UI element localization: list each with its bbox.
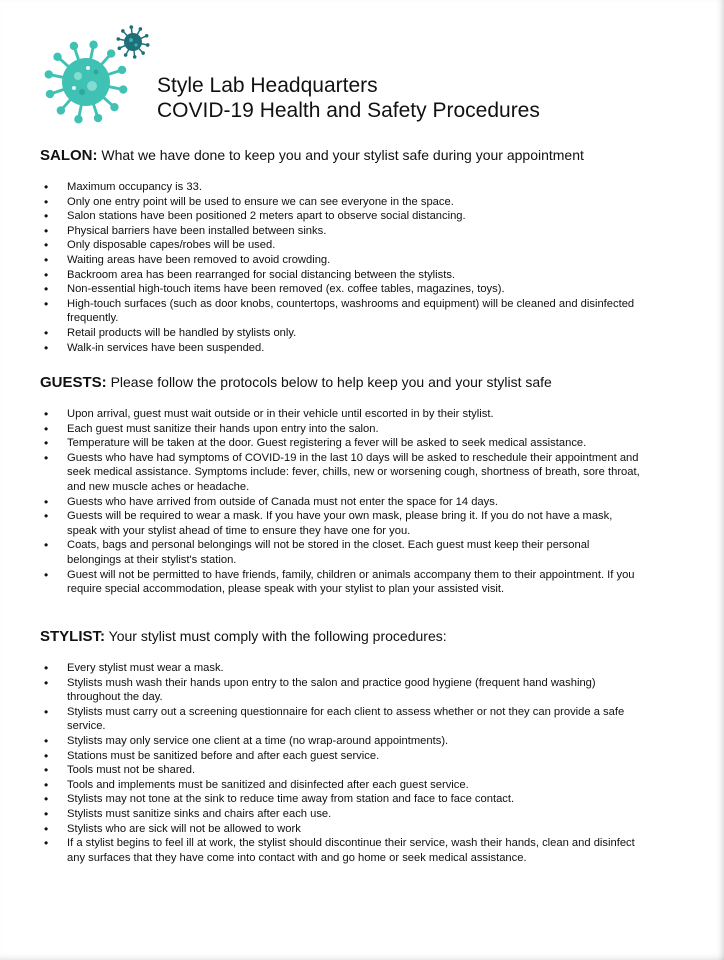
stylist-section-heading [40,627,680,646]
virus-icon [36,22,154,126]
list-item: • Stations must be sanitized before and after each guest service. [44,749,644,764]
guests-list [44,407,644,597]
salon-intro: What we have done to keep you and your stylist safe during your appointment [97,147,584,163]
list-item: • Maximum occupancy is 33. [44,180,644,195]
list-item: • Stylists may not tone at the sink to reduce time away from station and face to face contact. [44,792,644,807]
list-item: • Waiting areas have been removed to avoid crowding. [44,253,644,268]
guests-intro: Please follow the protocols below to help keep you and your stylist safe [106,374,552,390]
salon-label: SALON: [40,147,98,164]
stylist-label: STYLIST: [40,628,106,645]
list-item: • Stylists who are sick will not be allowed to work [44,822,644,837]
list-item: • Stylists must sanitize sinks and chairs after each use. [44,807,644,822]
salon-list [44,180,644,355]
list-item: • Coats, bags and personal belongings will not be stored in the closet. Each guest must keep their personal belongings at their stylist's station. [44,538,644,567]
list-item: • Only one entry point will be used to ensure we can see everyone in the space. [44,195,644,210]
list-item: • Non-essential high-touch items have been removed (ex. coffee tables, magazines, toys). [44,282,644,297]
salon-section-heading [40,146,680,165]
list-item: • Walk-in services have been suspended. [44,341,644,356]
list-item: • Guest will not be permitted to have friends, family, children or animals accompany them to their appointment. If you require special accommodation, please speak with your stylist to plan your assisted visit. [44,568,644,597]
list-item: • Tools must not be shared. [44,763,644,778]
list-item: • Salon stations have been positioned 2 meters apart to observe social distancing. [44,209,644,224]
guests-section-heading [40,373,680,392]
list-item: • Guests who have arrived from outside of Canada must not enter the space for 14 days. [44,495,644,510]
document-title [157,73,540,123]
list-item: • Temperature will be taken at the door. Guest registering a fever will be asked to seek medical assistance. [44,436,644,451]
list-item: • Retail products will be handled by stylists only. [44,326,644,341]
list-item: • Stylists must carry out a screening questionnaire for each client to assess whether or not they can provide a safe service. [44,705,644,734]
small-virus-graphic [116,25,149,58]
list-item: • High-touch surfaces (such as door knobs, countertops, washrooms and equipment) will be cleaned and disinfected frequently. [44,297,644,326]
stylist-intro: Your stylist must comply with the following procedures: [105,628,447,644]
large-virus-graphic [45,41,128,124]
list-item: • Stylists mush wash their hands upon entry to the salon and practice good hygiene (frequent hand washing) throughout the day. [44,676,644,705]
list-item: • Only disposable capes/robes will be used. [44,238,644,253]
list-item: • Every stylist must wear a mask. [44,661,644,676]
title-line-1: Style Lab Headquarters [157,74,378,97]
list-item: • Tools and implements must be sanitized and disinfected after each guest service. [44,778,644,793]
list-item: • Physical barriers have been installed between sinks. [44,224,644,239]
list-item: • Upon arrival, guest must wait outside or in their vehicle until escorted in by their stylist. [44,407,644,422]
stylist-list [44,661,644,865]
list-item: • Stylists may only service one client at a time (no wrap-around appointments). [44,734,644,749]
list-item: • If a stylist begins to feel ill at work, the stylist should discontinue their service, wash their hands, clean and disinfect any surfaces that they have come into contact with and go home or seek medical assistance. [44,836,644,865]
guests-label: GUESTS: [40,374,107,391]
list-item: • Backroom area has been rearranged for social distancing between the stylists. [44,268,644,283]
list-item: • Each guest must sanitize their hands upon entry into the salon. [44,422,644,437]
list-item: • Guests who have had symptoms of COVID-19 in the last 10 days will be asked to reschedule their appointment and seek medical assistance. Symptoms include: fever, chills, new or worsening cough, shortness of breath, sore throat, and new muscle aches or headache. [44,451,644,495]
title-line-2: COVID-19 Health and Safety Procedures [157,99,540,122]
list-item: • Guests will be required to wear a mask. If you have your own mask, please bring it. If you do not have a mask, speak with your stylist ahead of time to ensure they have one for you. [44,509,644,538]
